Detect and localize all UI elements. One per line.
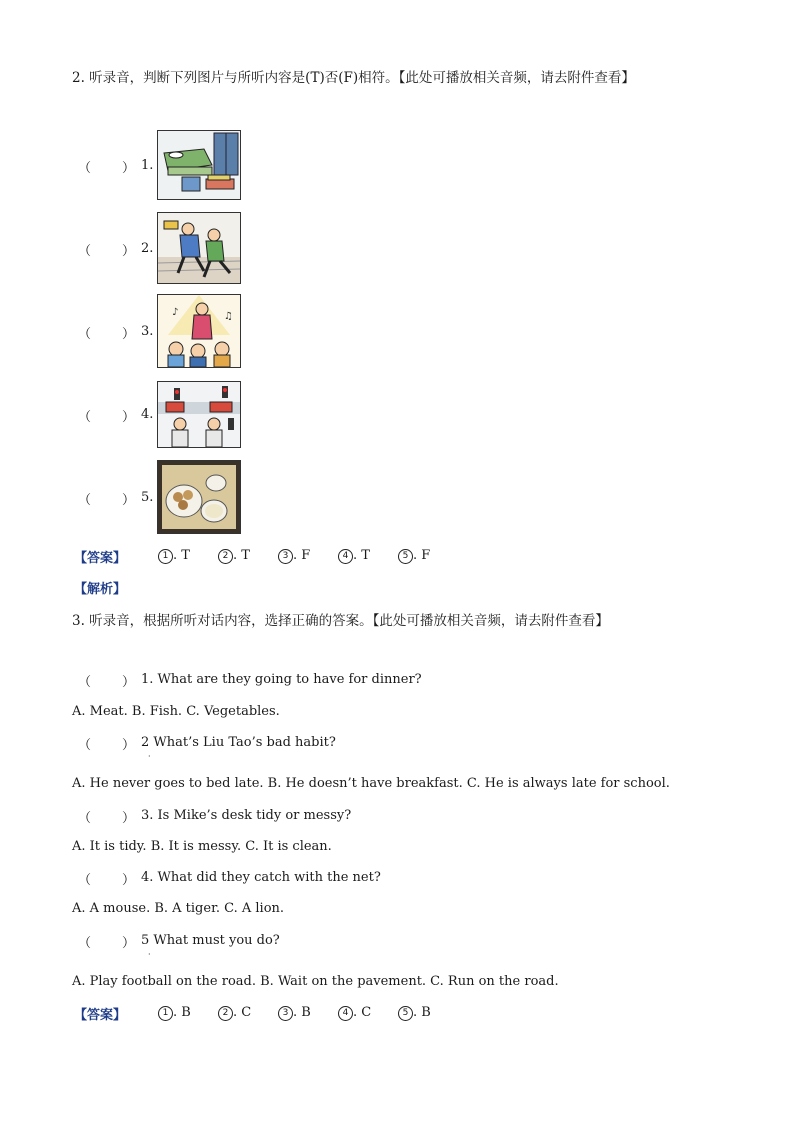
circle-number: 5	[398, 549, 413, 564]
circle-number: 2	[218, 549, 233, 564]
picture-traffic-police	[157, 381, 241, 448]
stray-dot: ·	[148, 950, 151, 959]
options-s3-2: A. He never goes to bed late. B. He doesn’t have breakfast. C. He is always late for school.	[72, 776, 670, 791]
options-s3-4: A. A mouse. B. A tiger. C. A lion.	[72, 901, 285, 916]
circle-number: 5	[398, 1006, 413, 1021]
answer-value: . F	[293, 548, 311, 563]
paren-right: ）	[122, 873, 136, 888]
section-2-title: 2. 听录音，判断下列图片与所听内容是(T)否(F)相符。【此处可播放相关音频，请去附件查看】	[72, 70, 635, 86]
concert-illustration	[158, 295, 240, 367]
paren-left: （	[78, 161, 92, 176]
answer-value: . T	[173, 548, 190, 563]
paren-right: ）	[122, 161, 136, 176]
answer-s2-1	[158, 548, 190, 564]
circle-number: 3	[278, 1006, 293, 1021]
answer-value: . B	[413, 1005, 431, 1020]
circle-number: 1	[158, 549, 173, 564]
question-s3-1: 1. What are they going to have for dinner?	[141, 672, 422, 687]
circle-number: 4	[338, 1006, 353, 1021]
picture-bedroom	[157, 130, 241, 200]
svg-text:♫: ♫	[224, 311, 233, 322]
running-illustration	[158, 213, 240, 283]
picture-food-bowls	[157, 460, 241, 534]
options-s3-5: A. Play football on the road. B. Wait on the pavement. C. Run on the road.	[72, 974, 559, 989]
answer-value: . T	[353, 548, 370, 563]
picture-singer-concert	[157, 294, 241, 368]
paren-left: （	[78, 493, 92, 508]
paren-left: （	[78, 738, 92, 753]
analysis-label-s2: 【解析】	[74, 582, 127, 597]
answer-value: . F	[413, 548, 431, 563]
traffic-illustration	[158, 382, 240, 447]
answer-s2-5	[398, 548, 430, 564]
answer-s3-3	[278, 1005, 311, 1021]
answer-value: . B	[293, 1005, 311, 1020]
answer-s3-4	[338, 1005, 371, 1021]
answer-s3-2	[218, 1005, 251, 1021]
paren-left: （	[78, 811, 92, 826]
question-s3-5: 5 What must you do?	[141, 933, 280, 948]
item-number-5: 5.	[141, 490, 154, 505]
answer-label-s2: 【答案】	[74, 551, 127, 566]
paren-left: （	[78, 410, 92, 425]
item-number-4: 4.	[141, 407, 154, 422]
question-s3-4: 4. What did they catch with the net?	[141, 870, 381, 885]
paren-left: （	[78, 873, 92, 888]
options-s3-3: A. It is tidy. B. It is messy. C. It is clean.	[72, 839, 332, 854]
answer-label-s3: 【答案】	[74, 1008, 127, 1023]
bedroom-illustration	[158, 131, 240, 199]
paren-right: ）	[122, 675, 136, 690]
paren-left: （	[78, 675, 92, 690]
item-number-3: 3.	[141, 324, 154, 339]
answer-s2-4	[338, 548, 370, 564]
answer-value: . T	[233, 548, 250, 563]
answer-value: . C	[353, 1005, 372, 1020]
answer-value: . C	[233, 1005, 252, 1020]
question-s3-3: 3. Is Mike’s desk tidy or messy?	[141, 808, 352, 823]
paren-right: ）	[122, 410, 136, 425]
item-number-2: 2.	[141, 241, 154, 256]
section-3-title: 3. 听录音，根据所听对话内容，选择正确的答案。【此处可播放相关音频，请去附件查看】	[72, 613, 609, 629]
paren-right: ）	[122, 493, 136, 508]
answer-s2-3	[278, 548, 310, 564]
picture-boys-running	[157, 212, 241, 284]
circle-number: 1	[158, 1006, 173, 1021]
answer-value: . B	[173, 1005, 191, 1020]
paren-left: （	[78, 936, 92, 951]
item-number-1: 1.	[141, 158, 154, 173]
stray-dot: ·	[148, 752, 151, 761]
paren-right: ）	[122, 327, 136, 342]
food-illustration	[158, 461, 240, 533]
answer-s2-2	[218, 548, 250, 564]
circle-number: 4	[338, 549, 353, 564]
options-s3-1: A. Meat. B. Fish. C. Vegetables.	[72, 704, 280, 719]
answer-s3-5	[398, 1005, 431, 1021]
paren-right: ）	[122, 936, 136, 951]
answer-s3-1	[158, 1005, 191, 1021]
circle-number: 3	[278, 549, 293, 564]
paren-right: ）	[122, 244, 136, 259]
paren-right: ）	[122, 738, 136, 753]
paren-left: （	[78, 244, 92, 259]
paren-left: （	[78, 327, 92, 342]
circle-number: 2	[218, 1006, 233, 1021]
question-s3-2: 2 What’s Liu Tao’s bad habit?	[141, 735, 336, 750]
svg-text:♪: ♪	[172, 307, 179, 318]
paren-right: ）	[122, 811, 136, 826]
